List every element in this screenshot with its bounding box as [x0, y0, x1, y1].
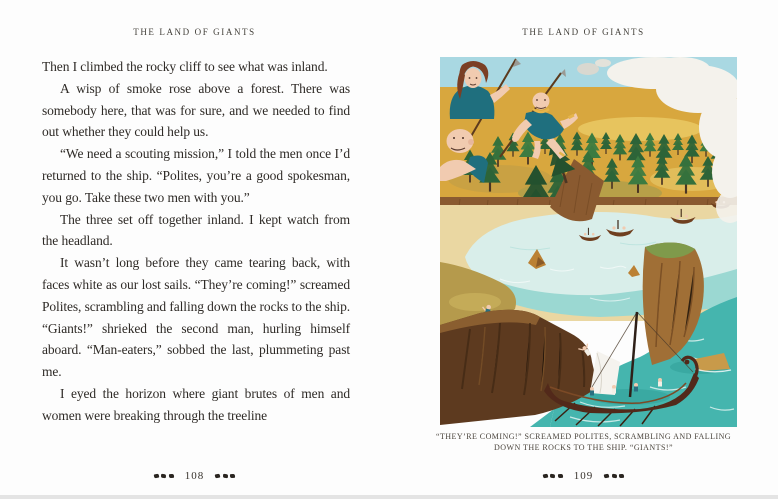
left-page-footer: [0, 470, 389, 482]
body-paragraph: I eyed the horizon where giant brutes of men and women were breaking through the treeline: [42, 385, 350, 423]
right-page: [389, 0, 778, 499]
illustration-caption: [415, 432, 752, 453]
body-paragraph: It wasn’t long before they came tearing back, with faces white as our lost sails. “They’re coming!” screamed Polites, scrambling and falling down the rocks to the ship. “Giants!” shrieked the second man, hurling himself aboard. “Man-eaters,” sobbed the last, plummeting past me.: [42, 255, 350, 380]
story-text: [42, 56, 350, 427]
body-paragraph: “We need a scouting mission,” I told the men once I’d returned to the ship. “Polites, you’re a good spokesman, you go. Take these two men with you.”: [42, 146, 350, 205]
running-head-right: THE LAND OF GIANTS: [522, 27, 645, 37]
ship-sail: [590, 351, 620, 395]
body-paragraph: A wisp of smoke rose above a forest. There was somebody here, that was for sure, and we needed to find out whether they could help us.: [42, 80, 350, 140]
leaf-ornament-icon: [154, 474, 174, 478]
body-paragraph: Then I climbed the rocky cliff to see what was inland.: [42, 59, 328, 74]
leaf-ornament-icon: [543, 474, 563, 478]
giants-illustration: [440, 57, 737, 427]
body-paragraph: The three set off together inland. I kept watch from the headland.: [42, 211, 350, 249]
running-head-left: THE LAND OF GIANTS: [133, 27, 256, 37]
page-bottom-edge: [0, 495, 778, 499]
leaf-ornament-icon: [215, 474, 235, 478]
caption-line: DOWN THE ROCKS TO THE SHIP. “GIANTS!”: [494, 442, 673, 452]
leaf-ornament-icon: [604, 474, 624, 478]
page-number: 108: [184, 470, 205, 482]
page-number: 109: [573, 470, 594, 482]
caption-line: “THEY’RE COMING!” SCREAMED POLITES, SCRAMBLING AND FALLING: [435, 432, 732, 441]
right-page-footer: [389, 470, 778, 482]
